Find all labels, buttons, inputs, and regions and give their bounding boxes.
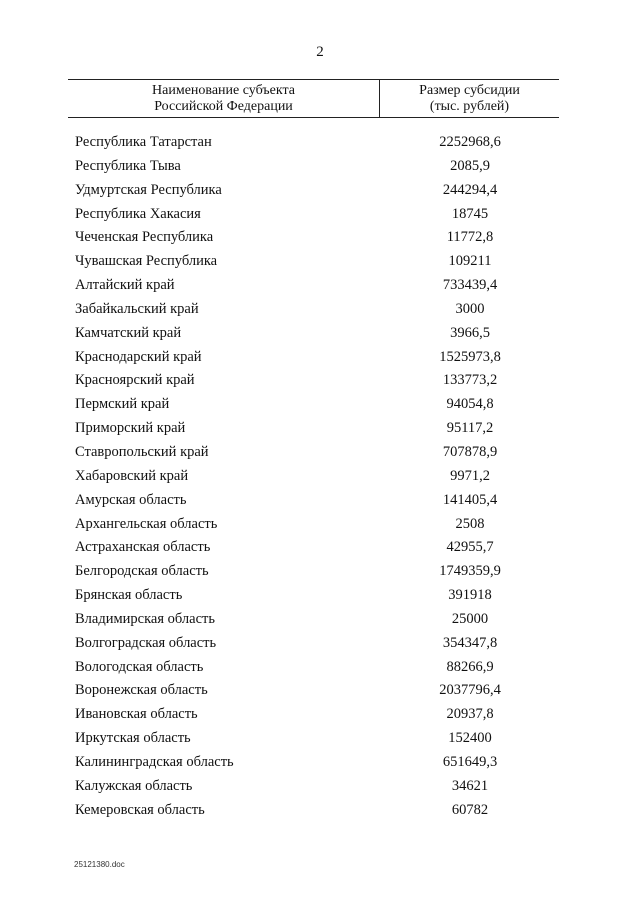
table-row [0, 298, 640, 322]
table-row [0, 703, 640, 727]
table-row [0, 489, 640, 513]
table-row [0, 775, 640, 799]
subject-name: Камчатский край [75, 324, 182, 341]
subsidy-amount: 25000 [451, 610, 489, 627]
header-subject-line2: Российской Федерации [154, 98, 293, 114]
subsidy-amount: 1525973,8 [439, 348, 501, 365]
table-row [0, 155, 640, 179]
subsidy-amount: 651649,3 [442, 753, 498, 770]
header-amount-line1: Размер субсидии [419, 82, 520, 98]
table-row [0, 632, 640, 656]
subject-name: Кемеровская область [75, 801, 205, 818]
subject-name: Республика Хакасия [75, 205, 201, 222]
subsidy-amount: 9971,2 [450, 467, 490, 484]
subject-name: Чеченская Республика [75, 229, 214, 246]
subject-name: Хабаровский край [75, 467, 189, 484]
subsidy-amount: 133773,2 [442, 372, 498, 389]
subsidy-amount: 152400 [448, 730, 492, 747]
subject-name: Калининградская область [75, 753, 234, 770]
table-row [0, 584, 640, 608]
subject-name: Воронежская область [75, 682, 208, 699]
table-row [0, 560, 640, 584]
table-row [0, 346, 640, 370]
subsidy-amount: 391918 [448, 587, 492, 604]
subsidy-amount: 11772,8 [446, 229, 494, 246]
header-amount-line2: (тыс. рублей) [429, 98, 510, 114]
table-row [0, 393, 640, 417]
subsidy-amount: 20937,8 [446, 706, 494, 723]
subject-name: Вологодская область [75, 658, 204, 675]
subject-name: Брянская область [75, 587, 183, 604]
subsidy-amount: 2037796,4 [439, 682, 501, 699]
subsidy-amount: 34621 [451, 777, 489, 794]
table-row [0, 608, 640, 632]
subject-name: Красноярский край [75, 372, 195, 389]
table-row [0, 751, 640, 775]
subsidy-amount: 109211 [448, 253, 492, 270]
table-row [0, 799, 640, 823]
subject-name: Ставропольский край [75, 443, 209, 460]
subsidy-amount: 2085,9 [450, 157, 490, 174]
table-row [0, 203, 640, 227]
subsidy-amount: 2508 [455, 515, 485, 532]
table-row [0, 322, 640, 346]
table-row [0, 536, 640, 560]
subject-name: Забайкальский край [75, 300, 199, 317]
table-row [0, 656, 640, 680]
subject-name: Алтайский край [75, 277, 175, 294]
table-row [0, 226, 640, 250]
header-subject-line1: Наименование субъекта [152, 82, 295, 98]
table-row [0, 513, 640, 537]
subsidy-amount: 1749359,9 [439, 563, 501, 580]
table-row [0, 679, 640, 703]
subject-name: Белгородская область [75, 563, 209, 580]
table-row [0, 727, 640, 751]
subsidy-amount: 2252968,6 [439, 134, 501, 150]
subject-name: Калужская область [75, 777, 193, 794]
subsidy-amount: 707878,9 [442, 443, 498, 460]
subject-name: Астраханская область [75, 539, 211, 556]
subsidy-table-body [0, 131, 640, 822]
table-row [0, 369, 640, 393]
table-row [0, 250, 640, 274]
table-row [0, 274, 640, 298]
subject-name: Чувашская Республика [75, 253, 218, 270]
subsidy-amount: 42955,7 [446, 539, 494, 556]
subsidy-amount: 354347,8 [442, 634, 498, 651]
subject-name: Приморский край [75, 420, 186, 437]
subsidy-amount: 18745 [451, 205, 489, 222]
subject-name: Волгоградская область [75, 634, 217, 651]
subject-name: Краснодарский край [75, 348, 202, 365]
page-number: 2 [316, 44, 324, 60]
subject-name: Ивановская область [75, 706, 198, 723]
subject-name: Владимирская область [75, 610, 215, 627]
header-amount-column [380, 80, 559, 117]
subject-name: Пермский край [75, 396, 170, 413]
subsidy-amount: 60782 [451, 801, 489, 818]
subject-name: Удмуртская Республика [75, 181, 222, 198]
subsidy-amount: 141405,4 [442, 491, 498, 508]
table-row [0, 417, 640, 441]
subject-name: Республика Татарстан [75, 134, 212, 150]
subsidy-amount: 244294,4 [442, 181, 498, 198]
header-subject-column [68, 80, 380, 117]
table-row [0, 465, 640, 489]
subsidy-amount: 94054,8 [446, 396, 494, 413]
subject-name: Амурская область [75, 491, 187, 508]
subsidy-amount: 88266,9 [446, 658, 494, 675]
document-code: 25121380.doc [74, 860, 125, 869]
subject-name: Республика Тыва [75, 157, 181, 174]
subsidy-amount: 3966,5 [450, 324, 490, 341]
subject-name: Архангельская область [75, 515, 218, 532]
table-row [0, 131, 640, 155]
table-row [0, 179, 640, 203]
subsidy-amount: 95117,2 [446, 420, 494, 437]
subsidy-amount: 3000 [455, 300, 485, 317]
table-header [68, 79, 559, 118]
table-row [0, 441, 640, 465]
subject-name: Иркутская область [75, 730, 191, 747]
subsidy-amount: 733439,4 [442, 277, 498, 294]
